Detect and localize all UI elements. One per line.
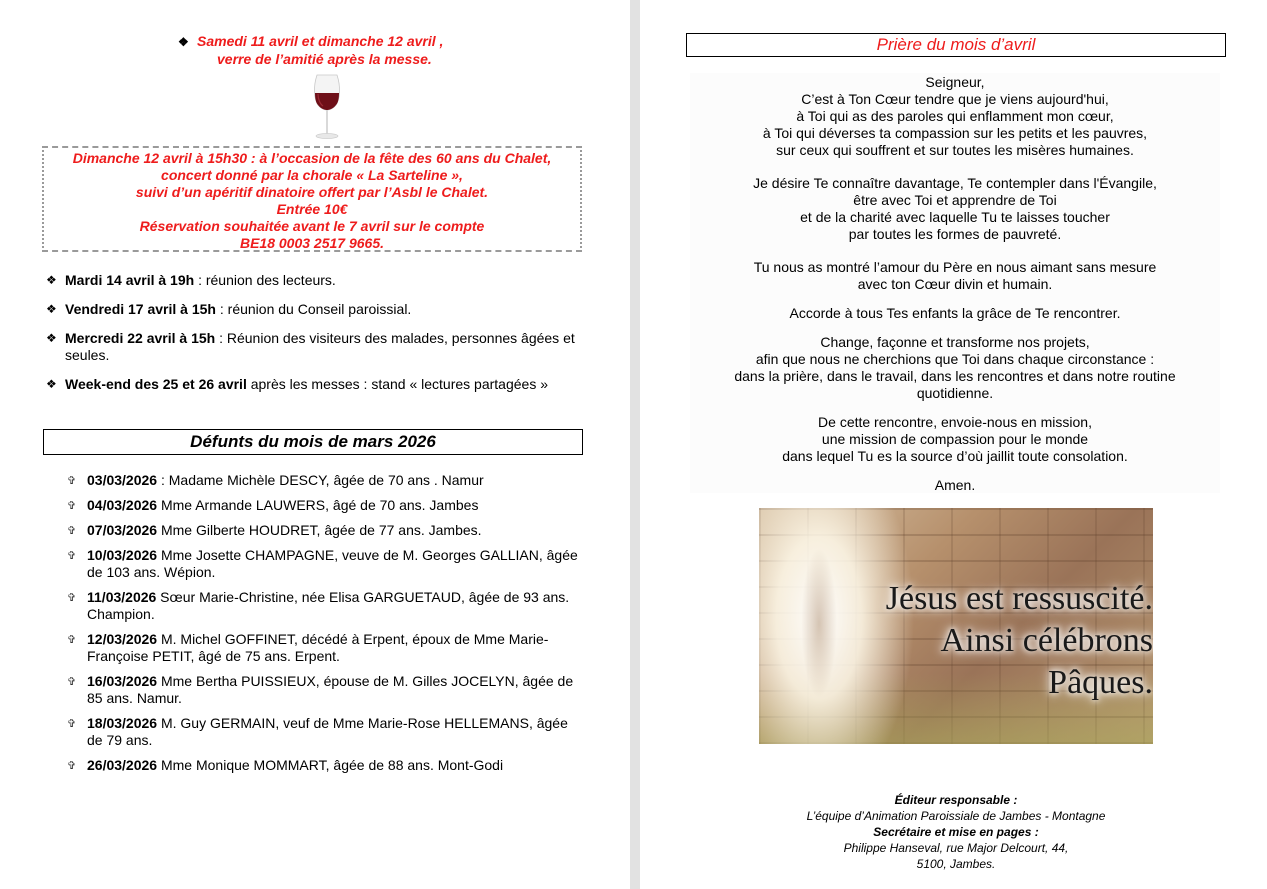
prayer-section-title: Prière du mois d’avril bbox=[686, 33, 1226, 57]
events-list bbox=[46, 272, 606, 405]
easter-line2: Ainsi célébrons Pâques. bbox=[940, 622, 1153, 701]
death-item bbox=[67, 497, 587, 514]
cross-icon: ✞ bbox=[67, 760, 77, 772]
prayer-line: De cette rencontre, envoie-nous en mission, bbox=[818, 414, 1092, 430]
prayer-line: dans la prière, dans le travail, dans les rencontres et dans notre routine bbox=[734, 368, 1176, 384]
prayer-line: et de la charité avec laquelle Tu te laisses toucher bbox=[800, 209, 1110, 225]
death-item bbox=[67, 547, 587, 581]
event-item bbox=[46, 272, 606, 289]
diamond-bullet-icon: ❖ bbox=[46, 377, 57, 391]
prayer-line: Je désire Te connaître davantage, Te contempler dans l'Évangile, bbox=[753, 175, 1157, 191]
cross-icon: ✞ bbox=[67, 718, 77, 730]
editor-label: Éditeur responsable : bbox=[894, 793, 1018, 807]
prayer-line: par toutes les formes de pauvreté. bbox=[848, 226, 1062, 242]
death-item bbox=[67, 522, 587, 539]
secretary-value-line2: 5100, Jambes. bbox=[916, 857, 996, 871]
event-text: : réunion du Conseil paroissial. bbox=[215, 301, 412, 317]
prayer-line: Seigneur, bbox=[925, 74, 985, 90]
death-text: : Madame Michèle DESCY, âgée de 70 ans . Namur bbox=[157, 472, 484, 488]
death-date: 18/03/2026 bbox=[87, 715, 158, 731]
prayer-line: sur ceux qui souffrent et sur toutes les misères humaines. bbox=[776, 142, 1134, 158]
editor-value: L’équipe d’Animation Paroissiale de Jambes - Montagne bbox=[806, 809, 1106, 823]
prayer-line: être avec Toi et apprendre de Toi bbox=[853, 192, 1057, 208]
page-gutter bbox=[630, 0, 640, 889]
secretary-value-line1: Philippe Hanseval, rue Major Delcourt, 44, bbox=[843, 841, 1069, 855]
prayer-line: quotidienne. bbox=[916, 385, 994, 401]
concert-line: Entrée 10€ bbox=[276, 201, 348, 217]
prayer-text bbox=[680, 74, 1230, 510]
cross-icon: ✞ bbox=[67, 634, 77, 646]
prayer-line: à Toi qui as des paroles qui enflamment mon cœur, bbox=[796, 108, 1114, 124]
event-item bbox=[46, 376, 606, 393]
cross-icon: ✞ bbox=[67, 525, 77, 537]
easter-line1: Jésus est ressuscité. bbox=[885, 580, 1153, 617]
death-text: M. Michel GOFFINET, décédé à Erpent, époux de Mme Marie-Françoise PETIT, âgé de 75 ans. Erpent. bbox=[87, 631, 549, 664]
cross-icon: ✞ bbox=[67, 592, 77, 604]
death-date: 16/03/2026 bbox=[87, 673, 158, 689]
diamond-bullet-icon: ❖ bbox=[178, 35, 189, 49]
prayer-stanza bbox=[680, 414, 1230, 465]
event-date: Mercredi 22 avril à 15h bbox=[65, 330, 216, 346]
easter-image bbox=[759, 508, 1153, 744]
concert-line: BE18 0003 2517 9665. bbox=[239, 235, 384, 251]
death-item bbox=[67, 757, 587, 774]
deaths-list bbox=[67, 472, 587, 782]
concert-line: concert donné par la chorale « La Sarteline », bbox=[161, 167, 463, 183]
prayer-stanza bbox=[680, 305, 1230, 322]
easter-image-caption bbox=[829, 578, 1153, 704]
death-text: Mme Gilberte HOUDRET, âgée de 77 ans. Jambes. bbox=[157, 522, 482, 538]
top-announcement bbox=[178, 33, 498, 68]
concert-line: suivi d’un apéritif dinatoire offert par l’Asbl le Chalet. bbox=[135, 184, 489, 200]
prayer-line: Amen. bbox=[934, 477, 976, 493]
right-page bbox=[640, 0, 1267, 889]
cross-icon: ✞ bbox=[67, 550, 77, 562]
event-item bbox=[46, 330, 580, 364]
concert-announcement-box bbox=[42, 146, 582, 252]
prayer-line: à Toi qui déverses ta compassion sur les petits et les pauvres, bbox=[762, 125, 1148, 141]
death-date: 10/03/2026 bbox=[87, 547, 158, 563]
prayer-line: Accorde à tous Tes enfants la grâce de Te rencontrer. bbox=[789, 305, 1121, 321]
prayer-stanza bbox=[680, 334, 1230, 402]
death-item bbox=[67, 715, 587, 749]
death-date: 12/03/2026 bbox=[87, 631, 158, 647]
event-item bbox=[46, 301, 606, 318]
prayer-line: afin que nous ne cherchions que Toi dans chaque circonstance : bbox=[755, 351, 1155, 367]
death-date: 04/03/2026 bbox=[87, 497, 158, 513]
death-item bbox=[67, 472, 587, 489]
secretary-label: Secrétaire et mise en pages : bbox=[873, 825, 1039, 839]
death-date: 11/03/2026 bbox=[87, 589, 157, 605]
death-item bbox=[67, 631, 587, 665]
diamond-bullet-icon: ❖ bbox=[46, 331, 57, 345]
diamond-bullet-icon: ❖ bbox=[46, 273, 57, 287]
prayer-stanza bbox=[680, 477, 1230, 494]
prayer-stanza bbox=[680, 259, 1230, 293]
event-text: : réunion des lecteurs. bbox=[194, 272, 336, 288]
event-date: Week-end des 25 et 26 avril bbox=[65, 376, 247, 392]
death-text: Mme Monique MOMMART, âgée de 88 ans. Mont-Godi bbox=[157, 757, 504, 773]
cross-icon: ✞ bbox=[67, 500, 77, 512]
announcement-line2: verre de l’amitié après la messe. bbox=[217, 51, 432, 67]
prayer-stanza bbox=[680, 74, 1230, 159]
prayer-line: avec ton Cœur divin et humain. bbox=[857, 276, 1053, 292]
prayer-line: dans lequel Tu es la source d’où jaillit toute consolation. bbox=[782, 448, 1128, 464]
event-text: après les messes : stand « lectures partagées » bbox=[246, 376, 549, 392]
event-date: Vendredi 17 avril à 15h bbox=[65, 301, 216, 317]
death-date: 03/03/2026 bbox=[87, 472, 158, 488]
death-date: 26/03/2026 bbox=[87, 757, 158, 773]
diamond-bullet-icon: ❖ bbox=[46, 302, 57, 316]
death-text: Mme Armande LAUWERS, âgé de 70 ans. Jambes bbox=[157, 497, 479, 513]
cross-icon: ✞ bbox=[67, 676, 77, 688]
concert-line: Réservation souhaitée avant le 7 avril sur le compte bbox=[139, 218, 485, 234]
deaths-section-title: Défunts du mois de mars 2026 bbox=[43, 429, 583, 455]
death-text: Mme Bertha PUISSIEUX, épouse de M. Gilles JOCELYN, âgée de 85 ans. Namur. bbox=[87, 673, 574, 706]
left-page bbox=[0, 0, 630, 889]
prayer-line: Tu nous as montré l’amour du Père en nous aimant sans mesure bbox=[753, 259, 1157, 275]
cross-icon: ✞ bbox=[67, 475, 77, 487]
editor-credits bbox=[760, 792, 1152, 872]
prayer-line: Change, façonne et transforme nos projets, bbox=[820, 334, 1090, 350]
concert-line: Dimanche 12 avril à 15h30 : à l’occasion de la fête des 60 ans du Chalet, bbox=[72, 150, 552, 166]
death-text: Mme Josette CHAMPAGNE, veuve de M. Georges GALLIAN, âgée de 103 ans. Wépion. bbox=[87, 547, 578, 580]
wine-glass-icon bbox=[308, 73, 346, 141]
prayer-line: une mission de compassion pour le monde bbox=[821, 431, 1089, 447]
event-date: Mardi 14 avril à 19h bbox=[65, 272, 195, 288]
prayer-line: C’est à Ton Cœur tendre que je viens aujourd'hui, bbox=[801, 91, 1109, 107]
prayer-stanza bbox=[680, 175, 1230, 243]
death-text: Sœur Marie-Christine, née Elisa GARGUETAUD, âgée de 93 ans. Champion. bbox=[87, 589, 570, 622]
event-text: : Réunion des visiteurs des malades, personnes âgées et seules. bbox=[65, 330, 575, 363]
death-item bbox=[67, 589, 587, 623]
announcement-line1: Samedi 11 avril et dimanche 12 avril , bbox=[197, 33, 444, 49]
death-text: M. Guy GERMAIN, veuf de Mme Marie-Rose HELLEMANS, âgée de 79 ans. bbox=[87, 715, 568, 748]
death-date: 07/03/2026 bbox=[87, 522, 158, 538]
death-item bbox=[67, 673, 587, 707]
